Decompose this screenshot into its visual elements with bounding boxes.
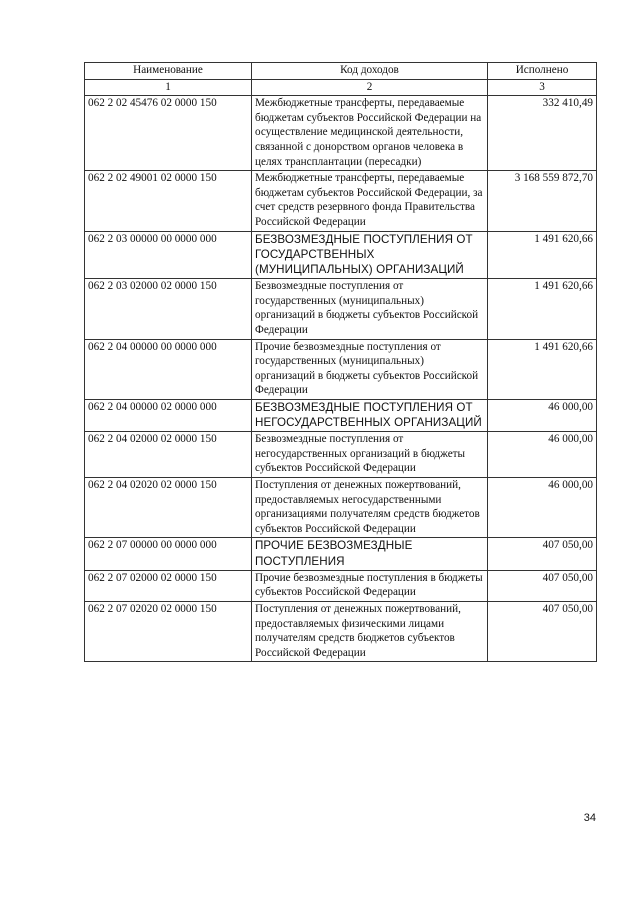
income-code: 062 2 03 02000 02 0000 150	[85, 279, 252, 339]
income-name: Поступления от денежных пожертвований, предоставляемых физическими лицами получателям средств бюджетов субъектов Российской Федерации	[252, 602, 488, 662]
income-code: 062 2 02 49001 02 0000 150	[85, 171, 252, 231]
table-row	[85, 602, 597, 662]
table-row	[85, 399, 597, 431]
executed-amount: 46 000,00	[488, 432, 597, 478]
executed-amount: 3 168 559 872,70	[488, 171, 597, 231]
income-name: Прочие безвозмездные поступления от государственных (муниципальных) организаций в бюджеты субъектов Российской Федерации	[252, 339, 488, 399]
executed-amount: 332 410,49	[488, 96, 597, 171]
page-number: 34	[583, 812, 596, 824]
income-name: БЕЗВОЗМЕЗДНЫЕ ПОСТУПЛЕНИЯ ОТ НЕГОСУДАРСТВЕННЫХ ОРГАНИЗАЦИЙ	[252, 399, 488, 431]
executed-amount: 1 491 620,66	[488, 279, 597, 339]
column-number-row	[85, 79, 597, 96]
income-name: Межбюджетные трансферты, передаваемые бюджетам субъектов Российской Федерации на осуществление медицинской деятельности, связанной с донорством органов человека в целях трансплантации (пересадки)	[252, 96, 488, 171]
income-code: 062 2 07 02000 02 0000 150	[85, 570, 252, 601]
executed-amount: 407 050,00	[488, 602, 597, 662]
table-row	[85, 339, 597, 399]
income-code: 062 2 04 00000 00 0000 000	[85, 339, 252, 399]
executed-amount: 46 000,00	[488, 478, 597, 538]
income-code: 062 2 04 00000 02 0000 000	[85, 399, 252, 431]
income-code: 062 2 07 00000 00 0000 000	[85, 538, 252, 570]
header-executed: Исполнено	[488, 63, 597, 80]
table-row	[85, 478, 597, 538]
column-number: 3	[488, 79, 597, 96]
column-number: 1	[85, 79, 252, 96]
income-name: Безвозмездные поступления от негосударственных организаций в бюджеты субъектов Российской Федерации	[252, 432, 488, 478]
table-row	[85, 96, 597, 171]
table-row	[85, 171, 597, 231]
executed-amount: 407 050,00	[488, 570, 597, 601]
header-name: Наименование	[85, 63, 252, 80]
executed-amount: 1 491 620,66	[488, 339, 597, 399]
executed-amount: 46 000,00	[488, 399, 597, 431]
income-code: 062 2 04 02000 02 0000 150	[85, 432, 252, 478]
income-name: Безвозмездные поступления от государственных (муниципальных) организаций в бюджеты субъектов Российской Федерации	[252, 279, 488, 339]
revenue-table	[84, 62, 597, 662]
table-row	[85, 432, 597, 478]
header-row	[85, 63, 597, 80]
header-code: Код доходов	[252, 63, 488, 80]
income-code: 062 2 02 45476 02 0000 150	[85, 96, 252, 171]
income-code: 062 2 07 02020 02 0000 150	[85, 602, 252, 662]
income-name: Поступления от денежных пожертвований, предоставляемых негосударственными организациями получателям средств бюджетов субъектов Российской Федерации	[252, 478, 488, 538]
income-code: 062 2 03 00000 00 0000 000	[85, 231, 252, 279]
executed-amount: 1 491 620,66	[488, 231, 597, 279]
income-name: БЕЗВОЗМЕЗДНЫЕ ПОСТУПЛЕНИЯ ОТ ГОСУДАРСТВЕННЫХ (МУНИЦИПАЛЬНЫХ) ОРГАНИЗАЦИЙ	[252, 231, 488, 279]
income-name: Межбюджетные трансферты, передаваемые бюджетам субъектов Российской Федерации, за счет средств резервного фонда Правительства Российской Федерации	[252, 171, 488, 231]
income-code: 062 2 04 02020 02 0000 150	[85, 478, 252, 538]
executed-amount: 407 050,00	[488, 538, 597, 570]
income-name: Прочие безвозмездные поступления в бюджеты субъектов Российской Федерации	[252, 570, 488, 601]
table-row	[85, 570, 597, 601]
column-number: 2	[252, 79, 488, 96]
table-row	[85, 538, 597, 570]
table-row	[85, 231, 597, 279]
income-name: ПРОЧИЕ БЕЗВОЗМЕЗДНЫЕ ПОСТУПЛЕНИЯ	[252, 538, 488, 570]
table-row	[85, 279, 597, 339]
